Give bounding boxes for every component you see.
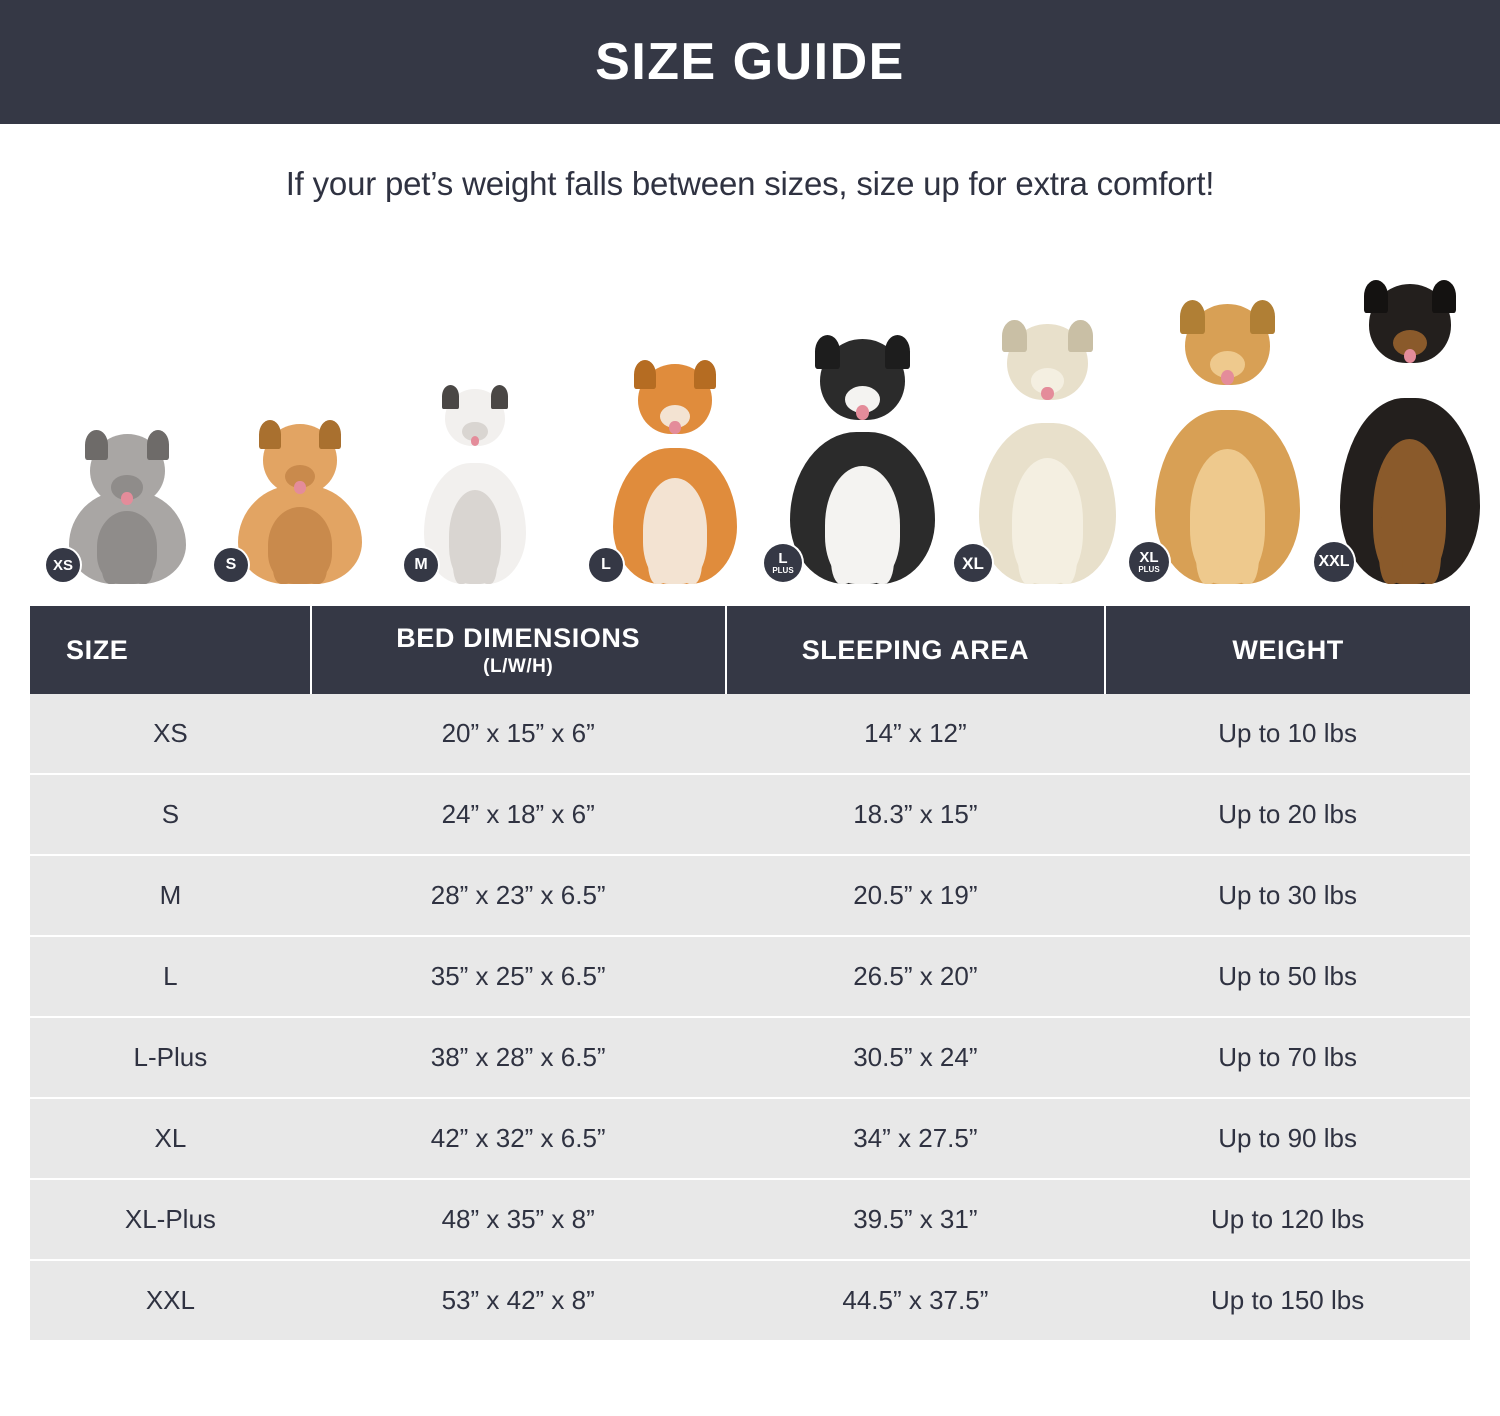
size-table-container <box>30 606 1470 1340</box>
cell-sleeping-area: 30.5” x 24” <box>726 1017 1106 1098</box>
shiba-inu-silhouette <box>595 364 755 584</box>
size-badge-l-plus <box>764 544 802 582</box>
size-badge-label: L <box>778 550 788 567</box>
animal-tongue <box>856 405 869 420</box>
cell-bed-dimensions: 38” x 28” x 6.5” <box>311 1017 726 1098</box>
animal-front-leg-right <box>480 537 497 584</box>
cell-bed-dimensions: 28” x 23” x 6.5” <box>311 855 726 936</box>
pet-figure-cat-gray <box>52 434 202 584</box>
doberman-silhouette <box>1320 284 1500 584</box>
cell-size: XL-Plus <box>30 1179 311 1260</box>
animal-ear-left <box>634 360 656 389</box>
pet-figure-doberman <box>1320 284 1500 584</box>
cell-sleeping-area: 20.5” x 19” <box>726 855 1106 936</box>
size-badge-label: XL <box>962 553 984 573</box>
cell-weight: Up to 120 lbs <box>1105 1179 1470 1260</box>
border-collie-silhouette <box>770 339 955 584</box>
animal-tongue <box>121 492 132 505</box>
animal-front-leg-left <box>1196 517 1220 584</box>
animal-ear-right <box>1432 280 1457 313</box>
shiba-inu-photo <box>595 364 755 584</box>
table-row <box>30 1179 1470 1260</box>
animal-ear-right <box>147 430 170 460</box>
cell-weight: Up to 90 lbs <box>1105 1098 1470 1179</box>
cell-sleeping-area: 14” x 12” <box>726 694 1106 774</box>
size-table <box>30 606 1470 1340</box>
cat-gray-photo <box>52 434 202 584</box>
animal-front-leg-right <box>1055 522 1078 584</box>
size-badge-label: XS <box>52 556 73 574</box>
animal-front-leg-right <box>133 548 153 584</box>
cell-sleeping-area: 34” x 27.5” <box>726 1098 1106 1179</box>
animal-ear-left <box>1002 320 1026 352</box>
border-collie-photo <box>770 339 955 584</box>
header-sleeping-area: SLEEPING AREA <box>726 606 1106 694</box>
cell-size: M <box>30 855 311 936</box>
animal-front-leg-left <box>102 548 122 584</box>
table-header-row <box>30 606 1470 694</box>
cell-weight: Up to 30 lbs <box>1105 855 1470 936</box>
golden-retriever-silhouette <box>1135 304 1320 584</box>
cell-weight: Up to 50 lbs <box>1105 936 1470 1017</box>
animal-ear-right <box>885 335 911 369</box>
animal-ear-left <box>259 420 281 449</box>
animal-front-leg-left <box>453 537 470 584</box>
cell-size: L <box>30 936 311 1017</box>
animal-tongue <box>294 481 305 494</box>
subtitle-container <box>0 124 1500 244</box>
pet-size-comparison-row <box>30 244 1470 584</box>
size-badge-sublabel: PLUS <box>1138 565 1160 574</box>
table-row <box>30 1017 1470 1098</box>
cell-weight: Up to 10 lbs <box>1105 694 1470 774</box>
animal-front-leg-left <box>1379 512 1402 584</box>
size-badge-label: XXL <box>1318 553 1350 570</box>
size-badge-xl-plus <box>1129 542 1169 582</box>
animal-ear-right <box>1250 300 1276 334</box>
animal-ear-left <box>85 430 108 460</box>
cell-size: S <box>30 774 311 855</box>
animal-ear-right <box>1068 320 1092 352</box>
size-table-head <box>30 606 1470 694</box>
animal-front-leg-right <box>1417 512 1440 584</box>
animal-ear-left <box>442 385 460 409</box>
table-row <box>30 1260 1470 1340</box>
cell-bed-dimensions: 53” x 42” x 8” <box>311 1260 726 1340</box>
animal-ear-left <box>815 335 841 369</box>
animal-front-leg-right <box>870 525 894 584</box>
header-bed-dimensions-sub: (L/W/H) <box>483 655 554 677</box>
cell-size: XS <box>30 694 311 774</box>
pet-figure-pomeranian <box>220 424 380 584</box>
cell-sleeping-area: 18.3” x 15” <box>726 774 1106 855</box>
cell-sleeping-area: 26.5” x 20” <box>726 936 1106 1017</box>
size-badge-label: L <box>601 556 611 573</box>
size-badge-label: M <box>414 556 428 573</box>
subtitle-text: If your pet’s weight falls between sizes, size up for extra comfort! <box>285 165 1215 202</box>
animal-ear-right <box>694 360 716 389</box>
pet-figure-shiba-inu <box>595 364 755 584</box>
size-badge-xxl <box>1314 542 1354 582</box>
size-badge-s <box>214 548 248 582</box>
cell-bed-dimensions: 42” x 32” x 6.5” <box>311 1098 726 1179</box>
animal-front-leg-right <box>681 531 702 584</box>
size-badge-xl <box>954 544 992 582</box>
cell-sleeping-area: 39.5” x 31” <box>726 1179 1106 1260</box>
header-bed-dimensions <box>311 606 726 694</box>
cell-bed-dimensions: 24” x 18” x 6” <box>311 774 726 855</box>
table-row <box>30 936 1470 1017</box>
cell-size: XXL <box>30 1260 311 1340</box>
pomeranian-photo <box>220 424 380 584</box>
cell-bed-dimensions: 20” x 15” x 6” <box>311 694 726 774</box>
pet-figure-french-bulldog <box>410 389 540 584</box>
labrador-silhouette <box>960 324 1135 584</box>
size-badge-sublabel: PLUS <box>772 566 794 575</box>
labrador-photo <box>960 324 1135 584</box>
french-bulldog-photo <box>410 389 540 584</box>
animal-front-leg-left <box>273 546 294 584</box>
animal-tongue <box>471 436 480 446</box>
pet-figure-golden-retriever <box>1135 304 1320 584</box>
cell-weight: Up to 150 lbs <box>1105 1260 1470 1340</box>
size-table-body <box>30 694 1470 1340</box>
animal-tongue <box>1221 370 1234 385</box>
header-bed-dimensions-label: BED DIMENSIONS <box>396 622 641 653</box>
size-badge-label: S <box>225 556 237 573</box>
cell-weight: Up to 20 lbs <box>1105 774 1470 855</box>
table-row <box>30 694 1470 774</box>
size-badge-label: XL <box>1139 549 1159 566</box>
animal-front-leg-right <box>1235 517 1259 584</box>
animal-tongue <box>1041 387 1053 401</box>
animal-tongue <box>669 421 680 434</box>
animal-front-leg-left <box>648 531 669 584</box>
header-size: SIZE <box>30 606 311 694</box>
animal-ear-right <box>491 385 509 409</box>
animal-front-leg-left <box>1018 522 1041 584</box>
header-banner <box>0 0 1500 124</box>
cell-size: XL <box>30 1098 311 1179</box>
size-badge-l <box>589 548 623 582</box>
header-weight: WEIGHT <box>1105 606 1470 694</box>
cell-bed-dimensions: 35” x 25” x 6.5” <box>311 936 726 1017</box>
animal-tongue <box>1404 349 1416 363</box>
table-row <box>30 855 1470 936</box>
pet-figure-border-collie <box>770 339 955 584</box>
cell-size: L-Plus <box>30 1017 311 1098</box>
page-title: SIZE GUIDE <box>595 33 905 91</box>
doberman-photo <box>1320 284 1500 584</box>
table-row <box>30 1098 1470 1179</box>
animal-ear-right <box>319 420 341 449</box>
size-badge-m <box>404 548 438 582</box>
pet-figure-labrador <box>960 324 1135 584</box>
cell-weight: Up to 70 lbs <box>1105 1017 1470 1098</box>
table-row <box>30 774 1470 855</box>
cell-bed-dimensions: 48” x 35” x 8” <box>311 1179 726 1260</box>
size-badge-xs <box>46 548 80 582</box>
animal-front-leg-left <box>831 525 855 584</box>
animal-ear-left <box>1180 300 1206 334</box>
animal-front-leg-right <box>306 546 327 584</box>
cell-sleeping-area: 44.5” x 37.5” <box>726 1260 1106 1340</box>
golden-retriever-photo <box>1135 304 1320 584</box>
animal-ear-left <box>1364 280 1389 313</box>
